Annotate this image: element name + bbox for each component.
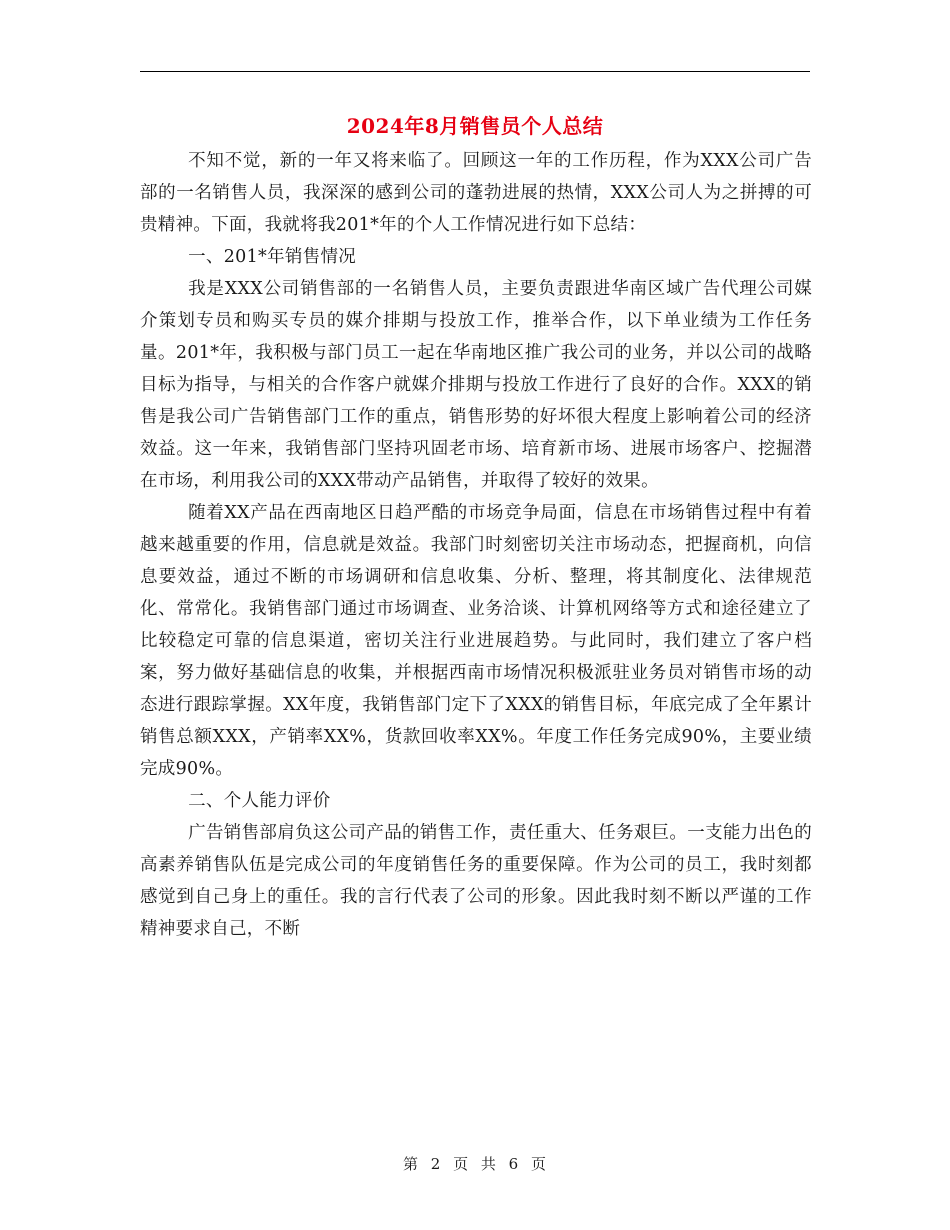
body-paragraph: 不知不觉，新的一年又将来临了。回顾这一年的工作历程，作为XXX公司广告部的一名销售人员，我深深的感到公司的蓬勃进展的热情，XXX公司人为之拼搏的可贵精神。下面，我就将我201*年的个人工作情况进行如下总结： [140, 151, 812, 235]
page-footer: 第 2 页 共 6 页 [403, 1155, 547, 1173]
document-body [140, 145, 812, 945]
section-heading: 二、个人能力评价 [188, 791, 331, 811]
document-title: 2024年8月销售员个人总结 [346, 114, 604, 138]
body-paragraph: 随着XX产品在西南地区日趋严酷的市场竞争局面，信息在市场销售过程中有着越来越重要的作用，信息就是效益。我部门时刻密切关注市场动态，把握商机，向信息要效益，通过不断的市场调研和信息收集、分析、整理，将其制度化、法律规范化、常常化。我销售部门通过市场调查、业务洽谈、计算机网络等方式和途径建立了比较稳定可靠的信息渠道，密切关注行业进展趋势。与此同时，我们建立了客户档案，努力做好基础信息的收集，并根据西南市场情况积极派驻业务员对销售市场的动态进行跟踪掌握。XX年度，我销售部门定下了XXX的销售目标，年底完成了全年累计销售总额XXX，产销率XX%，货款回收率XX%。年度工作任务完成90%，主要业绩完成90%。 [140, 503, 812, 779]
header-rule [140, 71, 810, 72]
body-paragraph: 广告销售部肩负这公司产品的销售工作，责任重大、任务艰巨。一支能力出色的高素养销售队伍是完成公司的年度销售任务的重要保障。作为公司的员工，我时刻都感觉到自己身上的重任。我的言行代表了公司的形象。因此我时刻不断以严谨的工作精神要求自己，不断 [140, 823, 812, 939]
section-heading: 一、201*年销售情况 [188, 247, 357, 267]
body-paragraph: 我是XXX公司销售部的一名销售人员，主要负责跟进华南区域广告代理公司媒介策划专员和购买专员的媒介排期与投放工作，推举合作，以下单业绩为工作任务量。201*年，我积极与部门员工一起在华南地区推广我公司的业务，并以公司的战略目标为指导，与相关的合作客户就媒介排期与投放工作进行了良好的合作。XXX的销售是我公司广告销售部门工作的重点，销售形势的好坏很大程度上影响着公司的经济效益。这一年来，我销售部门坚持巩固老市场、培育新市场、进展市场客户、挖掘潜在市场，利用我公司的XXX带动产品销售，并取得了较好的效果。 [140, 279, 812, 491]
